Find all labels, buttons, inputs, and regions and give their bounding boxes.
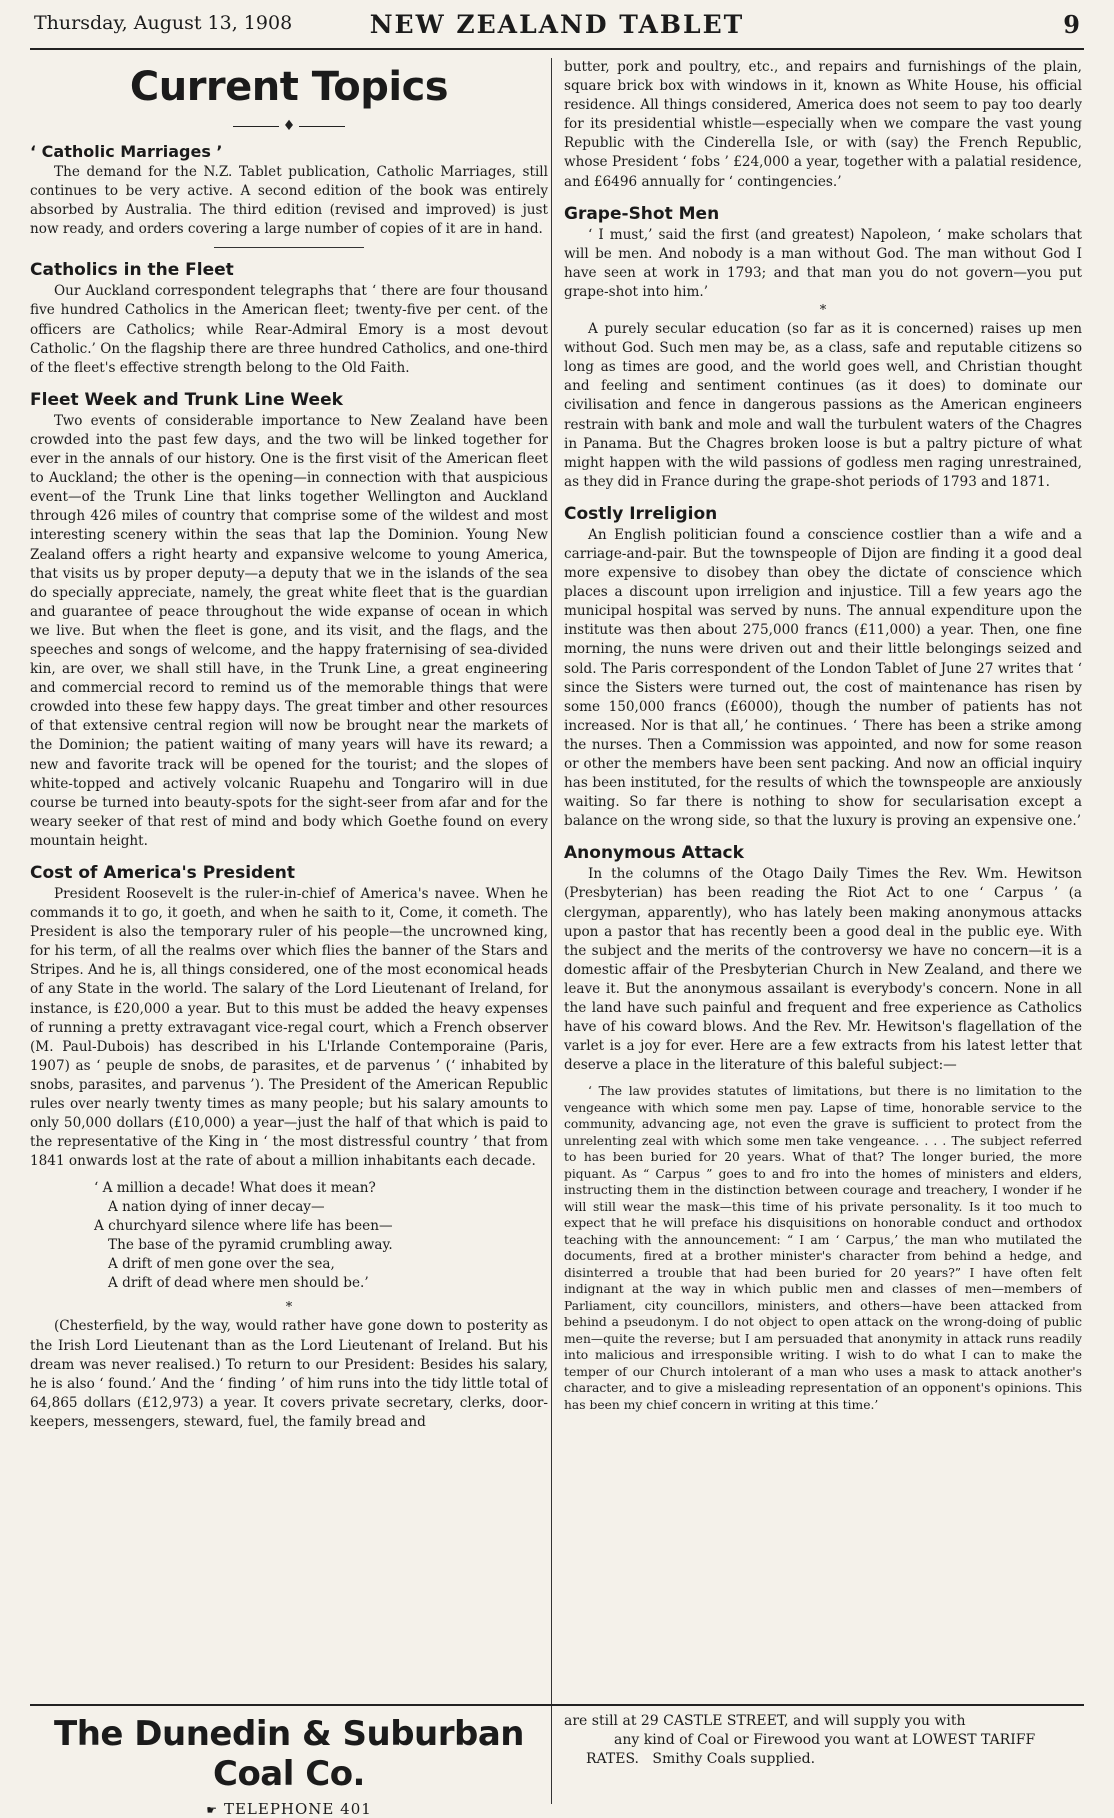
right-column bbox=[564, 58, 1082, 1696]
poem-line: A churchyard silence where life has been— bbox=[94, 1218, 393, 1235]
poem-quote bbox=[30, 1179, 548, 1293]
article-heading: ‘ Catholic Marriages ’ bbox=[30, 142, 223, 161]
article-paragraph: ‘ I must,’ said the first (and greatest) Napoleon, ‘ make scholars that will be men. And nobody is a man without God. The man without God I have seen at work in 1793; and that man you do not govern—you put grape-shot into him.’ bbox=[564, 226, 1082, 300]
article-paragraph: An English politician found a conscience costlier than a wife and a carriage-and-pair. But the townspeople of Dijon are finding it a good deal more expensive to disobey than obey the dictate of conscience which places a discount upon irreligion and injustice. Till a few years ago the municipal hospital was served by nuns. The annual expenditure upon the institute was then about 275,000 francs (£11,000) a year. Then, one fine morning, the nuns were driven out and their little belongings seized and sold. The Paris correspondent of the London Tablet of June 27 writes that ‘ since the Sisters were turned out, the cost of maintenance has risen by some 150,000 francs (£6000), though the number of patients has not increased. Nor is that all,’ he continues. ‘ There has been a strike among the nurses. Then a Commission was appointed, and now for some reason or other the members have been sent packing. And now an official inquiry has been instituted, for the results of which the townspeople are anxiously waiting. So far there is nothing to show for secularisation except a balance on the wrong side, so that the luxury is proving an expensive one.’ bbox=[564, 526, 1082, 830]
section-title: Current Topics bbox=[129, 64, 449, 110]
poem-line: A drift of men gone over the sea, bbox=[108, 1256, 335, 1273]
page-number: 9 bbox=[1063, 10, 1080, 39]
telephone-number: TELEPHONE 401 bbox=[223, 1800, 372, 1818]
article-heading: Cost of America's President bbox=[30, 863, 295, 883]
ad-line bbox=[564, 1731, 1082, 1750]
page-header bbox=[34, 10, 1080, 44]
article-paragraph: butter, pork and poultry, etc., and repairs and furnishings of the plain, square brick box with windows in it, known as White House, his official residence. All things considered, America does not seem to pay too dearly for its presidential whistle—especially when we compare the vast young Republic with the Cinderella Isle, or with (say) the French Republic, whose President ‘ fobs ’ £24,000 a year, together with a palatial residence, and £6496 annually for ‘ contingencies.’ bbox=[564, 59, 1082, 190]
column-divider bbox=[551, 58, 552, 1804]
article-paragraph: In the columns of the Otago Daily Times the Rev. Wm. Hewitson (Presbyterian) has been reading the Riot Act to one ‘ Carpus ’ (a clergyman, apparently), who has lately been making anonymous attacks upon a pastor that has recently been a good deal in the public eye. With the subject and the merits of the controversy we have no concern—it is a domestic affair of the Presbyterian Church in New Zealand, and there we leave it. But the anonymous assailant is everybody's concern. None in all the land have such painful and frequent and free experience as Catholics have of his coward blows. And the Rev. Mr. Hewitson's flagellation of the varlet is a joy for ever. Here are a few extracts from his latest letter that deserve a place in the literature of this baleful subject:— bbox=[564, 866, 1082, 1074]
masthead: NEW ZEALAND TABLET bbox=[369, 10, 745, 39]
poem-line: The base of the pyramid crumbling away. bbox=[108, 1237, 393, 1254]
telephone-line bbox=[30, 1800, 548, 1818]
title-ornament bbox=[30, 118, 548, 134]
asterisk-divider: * bbox=[819, 303, 827, 319]
header-rule bbox=[30, 48, 1084, 50]
ad-line-text: Smithy Coals supplied. bbox=[652, 1751, 816, 1767]
advertisement-text bbox=[564, 1712, 1082, 1769]
issue-date: Thursday, August 13, 1908 bbox=[34, 12, 293, 34]
ad-emphasis: RATES. bbox=[586, 1751, 639, 1767]
article-paragraph: (Chesterfield, by the way, would rather have gone down to posterity as the Irish Lord Lieutenant than as the Lord Lieutenant of Ireland. But his dream was never realised.) To return to our President: Besides his salary, he is also ‘ found.’ And the ‘ finding ’ of him runs into the tidy little total of 64,865 dollars (£12,973) a year. It covers private secretary, clerks, door-keepers, messengers, steward, fuel, the family bread and bbox=[30, 1318, 548, 1430]
article-paragraph: President Roosevelt is the ruler-in-chief of America's navee. When he commands it to go, it goeth, and when he saith to it, Come, it cometh. The President is also the temporary ruler of his people—the uncrowned king, for his term, of all the realms over which flies the banner of the Stars and Stripes. And he is, all things considered, one of the most economical heads of any State in the world. The salary of the Lord Lieutenant of Ireland, for instance, is £20,000 a year. But to this must be added the heavy expenses of running a pretty extravagant vice-regal court, which a French observer (M. Paul-Dubois) has described in his L'Irlande Contemporaine (Paris, 1907) as ‘ peuple de snobs, de parasites, et de parvenus ’ (‘ inhabited by snobs, parasites, and parvenus ’). The President of the American Republic rules over nearly twenty times as many people; but his salary amounts to only 50,000 dollars (£10,000) a year—just the half of that which is paid to the representative of the King in ‘ the most distressful country ’ that from 1841 onwards lost at the rate of about a million inhabitants each decade. bbox=[30, 886, 548, 1170]
article-paragraph: The demand for the N.Z. Tablet publication, Catholic Marriages, still continues to be very active. A second edition of the book was entirely absorbed by Australia. The third edition (revised and improved) is just now ready, and orders covering a large number of copies of it are in hand. bbox=[30, 164, 548, 238]
ad-line-text: any kind of Coal or Firewood you want at bbox=[614, 1732, 908, 1748]
quoted-letter bbox=[564, 1083, 1082, 1413]
article-heading: Anonymous Attack bbox=[564, 843, 744, 864]
advertisement-company bbox=[30, 1714, 548, 1818]
ad-emphasis: LOWEST TARIFF bbox=[912, 1732, 1036, 1748]
poem-line: A nation dying of inner decay— bbox=[108, 1199, 325, 1216]
footer-rule bbox=[30, 1704, 1084, 1706]
separator-rule bbox=[214, 247, 364, 248]
asterisk-divider: * bbox=[285, 1300, 293, 1316]
article-heading: Catholics in the Fleet bbox=[30, 260, 234, 281]
article-paragraph: Our Auckland correspondent telegraphs that ‘ there are four thousand five hundred Catholics in the American fleet; twenty-five per cent. of the officers are Catholics; while Rear-Admiral Emory is a most devout Catholic.’ On the flagship there are three hundred Catholics, and one-third of the fleet's effective strength belong to the Old Faith. bbox=[30, 283, 548, 376]
ad-line: are still at 29 CASTLE STREET, and will supply you with bbox=[564, 1713, 966, 1729]
poem-line: ‘ A million a decade! What does it mean? bbox=[94, 1180, 376, 1197]
left-column bbox=[30, 58, 548, 1696]
article-paragraph: A purely secular education (so far as it is concerned) raises up men without God. Such men may be, as a class, safe and reputable citizens so long as times are good, and the world goes well, and Christian thought and feeling and sentiment continues (as it does) to dominate our civilisation and fence in dangerous passions as the American engineers restrain with bank and mole and wall the turbulent waters of the Chagres in Panama. But the Chagres broken loose is but a paltry picture of what might happen with the wild passions of godless men raging unrestrained, as they did in France during the grape-shot periods of 1793 and 1871. bbox=[564, 321, 1082, 490]
diamond-icon: ♦ bbox=[282, 118, 296, 134]
company-name: The Dunedin & Suburban Coal Co. bbox=[54, 1714, 524, 1794]
article-paragraph: Two events of considerable importance to New Zealand have been crowded into the past few days, and the two will be linked together for ever in the annals of our history. One is the first visit of the American fleet to Auckland; the other is the opening—in connection with that auspicious event—of the Trunk Line that links together Wellington and Auckland through 426 miles of country that comprise some of the wildest and most interesting scenery within the seas that lap the Dominion. Young New Zealand offers a right hearty and expansive welcome to young America, that visits us by proper deputy—a deputy that we in the islands of the sea do specially appreciate, namely, the great white fleet that is the guardian and guarantee of peace throughout the wide expanse of ocean in which we live. But when the fleet is gone, and its visit, and the flags, and the speeches and songs of welcome, and the happy fraternising of sea-divided kin, are over, we shall still have, in the Trunk Line, a great engineering and commercial record to remind us of the memorable things that were crowded into these few happy days. The great timber and other resources of that extensive central region will now be brought near the markets of the Dominion; the patient waiting of many years will have its reward; a new and favorite track will be opened for the tourist; and the slopes of white-topped and actively volcanic Ruapehu and Tongariro will in due course be turned into beauty-spots for the sight-seer from afar and for the weary seeker of that rest of mind and body which Goethe found on every mountain height. bbox=[30, 412, 548, 849]
article-heading: Costly Irreligion bbox=[564, 503, 718, 524]
pointing-hand-icon: ☛ bbox=[206, 1803, 218, 1817]
article-heading: Fleet Week and Trunk Line Week bbox=[30, 389, 343, 410]
quoted-paragraph: ‘ The law provides statutes of limitations, but there is no limitation to the vengeance with which some men pay. Lapse of time, honorable service to the community, advancing age, not even the grave is sufficient to protect from the unrelenting zeal with which some men take vengeance. . . . The subject referred to has been buried for 20 years. What of that? The longer buried, the more piquant. As “ Carpus ” goes to and fro into the homes of ministers and elders, instructing them in the distinction between courage and treachery, I wonder if he will still wear the mask—this time of his private personality. Is it too much to expect that he will preface his disquisitions on honorable conduct and orthodox teaching with the announcement: “ I am ‘ Carpus,’ the man who mutilated the documents, fired at a brother minister's character from behind a hedge, and disinterred a trouble that had been buried for 20 years?” I have often felt indignant at the way in which public men and classes of men—members of Parliament, city councillors, ministers, and others—have been attacked from behind a pseudonym. I do not object to open attack on the wrong-doing of public men—quite the reverse; but I am persuaded that anonymity in attack runs readily into malicious and irresponsible writing. I wish to do what I can to make the temper of our Church intolerant of a man who uses a mask to attack another's character, and to give a misleading representation of an opponent's opinions. This has been my chief concern in writing at this time.’ bbox=[564, 1084, 1082, 1412]
ad-line bbox=[564, 1750, 1082, 1769]
poem-line: A drift of dead where men should be.’ bbox=[108, 1275, 369, 1292]
article-heading: Grape-Shot Men bbox=[564, 203, 720, 224]
